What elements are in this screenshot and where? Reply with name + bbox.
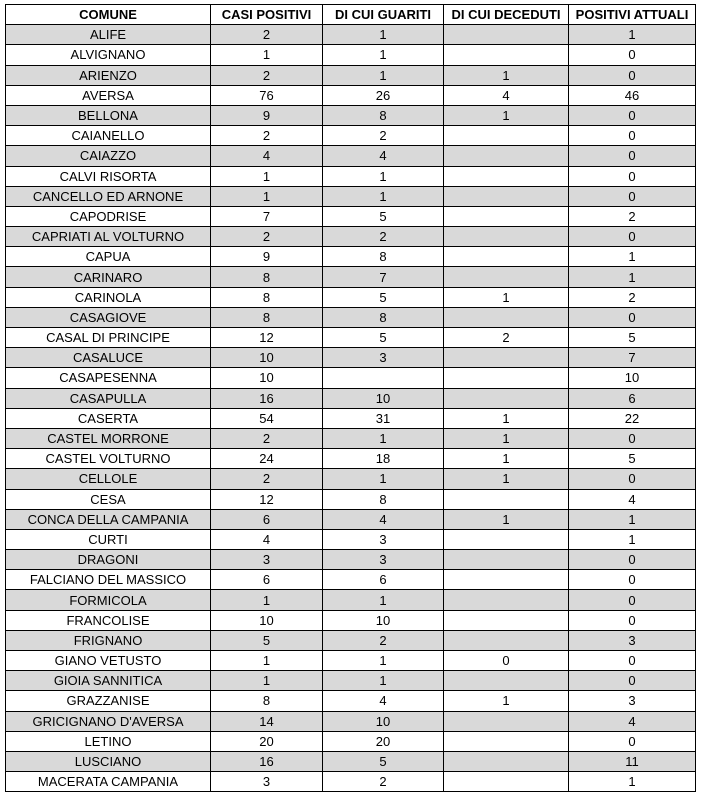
cell-guariti: 1 <box>323 469 444 489</box>
cell-comune: FORMICOLA <box>6 590 211 610</box>
table-row <box>6 671 696 691</box>
cell-comune: FRIGNANO <box>6 630 211 650</box>
cell-guariti: 5 <box>323 328 444 348</box>
cell-casi-positivi: 16 <box>211 751 323 771</box>
cell-positivi-attuali: 1 <box>569 25 696 45</box>
header-casi-positivi: CASI POSITIVI <box>211 5 323 25</box>
cell-deceduti: 1 <box>444 469 569 489</box>
cell-comune: CASTEL MORRONE <box>6 428 211 448</box>
cell-casi-positivi: 7 <box>211 206 323 226</box>
header-guariti: DI CUI GUARITI <box>323 5 444 25</box>
cell-casi-positivi: 2 <box>211 126 323 146</box>
cell-casi-positivi: 24 <box>211 449 323 469</box>
cell-comune: ARIENZO <box>6 65 211 85</box>
cell-casi-positivi: 12 <box>211 328 323 348</box>
cell-deceduti <box>444 166 569 186</box>
cell-deceduti: 1 <box>444 408 569 428</box>
cell-guariti: 1 <box>323 45 444 65</box>
cell-positivi-attuali: 22 <box>569 408 696 428</box>
table-row <box>6 550 696 570</box>
header-positivi-attuali: POSITIVI ATTUALI <box>569 5 696 25</box>
cell-guariti: 8 <box>323 247 444 267</box>
cell-comune: CASERTA <box>6 408 211 428</box>
cell-casi-positivi: 1 <box>211 166 323 186</box>
cell-casi-positivi: 1 <box>211 45 323 65</box>
cell-positivi-attuali: 0 <box>569 550 696 570</box>
cell-positivi-attuali: 0 <box>569 126 696 146</box>
cell-casi-positivi: 2 <box>211 469 323 489</box>
cell-comune: AVERSA <box>6 85 211 105</box>
cell-deceduti: 0 <box>444 651 569 671</box>
cell-guariti: 3 <box>323 550 444 570</box>
table-row <box>6 469 696 489</box>
cell-deceduti <box>444 610 569 630</box>
cell-guariti: 1 <box>323 25 444 45</box>
cell-deceduti: 1 <box>444 287 569 307</box>
cell-deceduti: 1 <box>444 449 569 469</box>
table-row <box>6 408 696 428</box>
cell-positivi-attuali: 1 <box>569 529 696 549</box>
cell-positivi-attuali: 10 <box>569 368 696 388</box>
cell-guariti: 2 <box>323 630 444 650</box>
cell-casi-positivi: 9 <box>211 247 323 267</box>
cell-comune: CAIAZZO <box>6 146 211 166</box>
cell-positivi-attuali: 0 <box>569 469 696 489</box>
cell-guariti: 10 <box>323 388 444 408</box>
cell-comune: CASAL DI PRINCIPE <box>6 328 211 348</box>
cell-comune: CASAPESENNA <box>6 368 211 388</box>
cell-deceduti <box>444 206 569 226</box>
table-row <box>6 267 696 287</box>
cell-comune: GRAZZANISE <box>6 691 211 711</box>
cell-casi-positivi: 10 <box>211 368 323 388</box>
cell-casi-positivi: 9 <box>211 105 323 125</box>
cell-guariti: 1 <box>323 166 444 186</box>
cell-positivi-attuali: 4 <box>569 711 696 731</box>
cell-comune: CASAPULLA <box>6 388 211 408</box>
table-row <box>6 368 696 388</box>
cell-positivi-attuali: 46 <box>569 85 696 105</box>
covid-cases-table <box>5 4 696 792</box>
table-row <box>6 166 696 186</box>
cell-deceduti <box>444 590 569 610</box>
cell-comune: BELLONA <box>6 105 211 125</box>
cell-deceduti: 1 <box>444 691 569 711</box>
cell-guariti: 18 <box>323 449 444 469</box>
header-comune: COMUNE <box>6 5 211 25</box>
cell-casi-positivi: 8 <box>211 691 323 711</box>
cell-deceduti <box>444 550 569 570</box>
table-row <box>6 126 696 146</box>
cell-deceduti <box>444 45 569 65</box>
cell-guariti: 8 <box>323 489 444 509</box>
cell-positivi-attuali: 0 <box>569 186 696 206</box>
table-row <box>6 65 696 85</box>
cell-positivi-attuali: 6 <box>569 388 696 408</box>
table-row <box>6 691 696 711</box>
cell-guariti: 31 <box>323 408 444 428</box>
cell-guariti: 1 <box>323 65 444 85</box>
table-row <box>6 489 696 509</box>
cell-comune: CASALUCE <box>6 348 211 368</box>
cell-casi-positivi: 10 <box>211 348 323 368</box>
cell-comune: CANCELLO ED ARNONE <box>6 186 211 206</box>
table-row <box>6 328 696 348</box>
cell-comune: CARINOLA <box>6 287 211 307</box>
cell-casi-positivi: 2 <box>211 65 323 85</box>
cell-comune: LETINO <box>6 731 211 751</box>
cell-positivi-attuali: 3 <box>569 630 696 650</box>
table-row <box>6 388 696 408</box>
cell-deceduti <box>444 772 569 792</box>
cell-guariti: 2 <box>323 126 444 146</box>
cell-guariti: 8 <box>323 307 444 327</box>
cell-comune: ALIFE <box>6 25 211 45</box>
cell-deceduti <box>444 751 569 771</box>
cell-positivi-attuali: 0 <box>569 590 696 610</box>
cell-positivi-attuali: 0 <box>569 307 696 327</box>
table-row <box>6 206 696 226</box>
table-row <box>6 570 696 590</box>
cell-guariti: 8 <box>323 105 444 125</box>
cell-guariti: 6 <box>323 570 444 590</box>
cell-deceduti <box>444 227 569 247</box>
table-row <box>6 529 696 549</box>
cell-comune: FALCIANO DEL MASSICO <box>6 570 211 590</box>
cell-guariti: 2 <box>323 772 444 792</box>
cell-guariti: 3 <box>323 348 444 368</box>
table-row <box>6 307 696 327</box>
cell-positivi-attuali: 0 <box>569 45 696 65</box>
cell-deceduti <box>444 126 569 146</box>
table-row <box>6 751 696 771</box>
cell-casi-positivi: 3 <box>211 772 323 792</box>
cell-positivi-attuali: 0 <box>569 570 696 590</box>
cell-casi-positivi: 20 <box>211 731 323 751</box>
cell-guariti: 1 <box>323 671 444 691</box>
cell-deceduti <box>444 570 569 590</box>
cell-guariti: 5 <box>323 206 444 226</box>
table-row <box>6 247 696 267</box>
table-row <box>6 85 696 105</box>
cell-casi-positivi: 10 <box>211 610 323 630</box>
cell-casi-positivi: 54 <box>211 408 323 428</box>
cell-comune: GRICIGNANO D'AVERSA <box>6 711 211 731</box>
cell-casi-positivi: 3 <box>211 550 323 570</box>
cell-positivi-attuali: 0 <box>569 65 696 85</box>
cell-guariti: 4 <box>323 691 444 711</box>
cell-positivi-attuali: 0 <box>569 731 696 751</box>
cell-positivi-attuali: 1 <box>569 772 696 792</box>
table-row <box>6 348 696 368</box>
cell-guariti: 1 <box>323 590 444 610</box>
cell-positivi-attuali: 11 <box>569 751 696 771</box>
cell-comune: CAIANELLO <box>6 126 211 146</box>
cell-deceduti <box>444 711 569 731</box>
cell-guariti <box>323 368 444 388</box>
cell-comune: CONCA DELLA CAMPANIA <box>6 509 211 529</box>
table-row <box>6 731 696 751</box>
cell-positivi-attuali: 2 <box>569 287 696 307</box>
cell-casi-positivi: 8 <box>211 307 323 327</box>
cell-casi-positivi: 14 <box>211 711 323 731</box>
cell-casi-positivi: 1 <box>211 671 323 691</box>
header-deceduti: DI CUI DECEDUTI <box>444 5 569 25</box>
table-row <box>6 610 696 630</box>
cell-positivi-attuali: 7 <box>569 348 696 368</box>
cell-guariti: 10 <box>323 711 444 731</box>
cell-casi-positivi: 2 <box>211 428 323 448</box>
cell-guariti: 5 <box>323 751 444 771</box>
cell-casi-positivi: 2 <box>211 227 323 247</box>
table-row <box>6 449 696 469</box>
table-container <box>5 4 696 792</box>
cell-casi-positivi: 76 <box>211 85 323 105</box>
cell-positivi-attuali: 1 <box>569 267 696 287</box>
cell-comune: CAPUA <box>6 247 211 267</box>
cell-positivi-attuali: 1 <box>569 509 696 529</box>
cell-comune: CELLOLE <box>6 469 211 489</box>
cell-deceduti <box>444 529 569 549</box>
cell-deceduti <box>444 671 569 691</box>
table-row <box>6 45 696 65</box>
cell-guariti: 1 <box>323 186 444 206</box>
cell-guariti: 1 <box>323 428 444 448</box>
cell-deceduti: 1 <box>444 65 569 85</box>
cell-positivi-attuali: 0 <box>569 166 696 186</box>
cell-guariti: 3 <box>323 529 444 549</box>
cell-deceduti <box>444 25 569 45</box>
table-row <box>6 428 696 448</box>
cell-deceduti <box>444 731 569 751</box>
cell-comune: CAPRIATI AL VOLTURNO <box>6 227 211 247</box>
cell-deceduti <box>444 247 569 267</box>
cell-deceduti <box>444 630 569 650</box>
cell-casi-positivi: 8 <box>211 287 323 307</box>
cell-comune: CASTEL VOLTURNO <box>6 449 211 469</box>
cell-deceduti <box>444 368 569 388</box>
cell-comune: CARINARO <box>6 267 211 287</box>
cell-comune: CASAGIOVE <box>6 307 211 327</box>
cell-comune: LUSCIANO <box>6 751 211 771</box>
cell-casi-positivi: 4 <box>211 146 323 166</box>
cell-positivi-attuali: 0 <box>569 610 696 630</box>
table-row <box>6 186 696 206</box>
cell-casi-positivi: 5 <box>211 630 323 650</box>
table-row <box>6 146 696 166</box>
table-row <box>6 772 696 792</box>
cell-positivi-attuali: 0 <box>569 105 696 125</box>
cell-deceduti: 2 <box>444 328 569 348</box>
cell-deceduti <box>444 489 569 509</box>
cell-positivi-attuali: 3 <box>569 691 696 711</box>
cell-guariti: 26 <box>323 85 444 105</box>
cell-positivi-attuali: 0 <box>569 428 696 448</box>
cell-comune: CURTI <box>6 529 211 549</box>
cell-comune: CESA <box>6 489 211 509</box>
cell-positivi-attuali: 0 <box>569 671 696 691</box>
cell-comune: MACERATA CAMPANIA <box>6 772 211 792</box>
cell-deceduti <box>444 267 569 287</box>
cell-deceduti <box>444 388 569 408</box>
cell-casi-positivi: 12 <box>211 489 323 509</box>
cell-deceduti <box>444 186 569 206</box>
cell-guariti: 2 <box>323 227 444 247</box>
cell-casi-positivi: 16 <box>211 388 323 408</box>
cell-casi-positivi: 4 <box>211 529 323 549</box>
cell-guariti: 4 <box>323 509 444 529</box>
cell-positivi-attuali: 0 <box>569 146 696 166</box>
cell-deceduti <box>444 348 569 368</box>
table-row <box>6 651 696 671</box>
cell-deceduti <box>444 307 569 327</box>
cell-casi-positivi: 1 <box>211 590 323 610</box>
table-row <box>6 711 696 731</box>
table-row <box>6 287 696 307</box>
cell-casi-positivi: 1 <box>211 651 323 671</box>
cell-positivi-attuali: 5 <box>569 328 696 348</box>
cell-guariti: 10 <box>323 610 444 630</box>
cell-deceduti: 1 <box>444 428 569 448</box>
table-row <box>6 509 696 529</box>
cell-comune: CALVI RISORTA <box>6 166 211 186</box>
cell-positivi-attuali: 1 <box>569 247 696 267</box>
cell-comune: GIANO VETUSTO <box>6 651 211 671</box>
table-body <box>6 25 696 792</box>
cell-casi-positivi: 2 <box>211 25 323 45</box>
cell-comune: CAPODRISE <box>6 206 211 226</box>
cell-guariti: 7 <box>323 267 444 287</box>
header-row <box>6 5 696 25</box>
cell-comune: GIOIA SANNITICA <box>6 671 211 691</box>
cell-comune: ALVIGNANO <box>6 45 211 65</box>
cell-positivi-attuali: 5 <box>569 449 696 469</box>
cell-guariti: 4 <box>323 146 444 166</box>
table-row <box>6 227 696 247</box>
cell-positivi-attuali: 4 <box>569 489 696 509</box>
cell-deceduti: 1 <box>444 105 569 125</box>
cell-casi-positivi: 6 <box>211 509 323 529</box>
table-row <box>6 105 696 125</box>
cell-guariti: 20 <box>323 731 444 751</box>
cell-positivi-attuali: 2 <box>569 206 696 226</box>
table-row <box>6 25 696 45</box>
cell-casi-positivi: 8 <box>211 267 323 287</box>
cell-guariti: 5 <box>323 287 444 307</box>
cell-deceduti <box>444 146 569 166</box>
cell-deceduti: 1 <box>444 509 569 529</box>
cell-positivi-attuali: 0 <box>569 651 696 671</box>
cell-deceduti: 4 <box>444 85 569 105</box>
table-row <box>6 590 696 610</box>
cell-guariti: 1 <box>323 651 444 671</box>
cell-positivi-attuali: 0 <box>569 227 696 247</box>
cell-comune: DRAGONI <box>6 550 211 570</box>
cell-casi-positivi: 1 <box>211 186 323 206</box>
table-row <box>6 630 696 650</box>
cell-comune: FRANCOLISE <box>6 610 211 630</box>
cell-casi-positivi: 6 <box>211 570 323 590</box>
